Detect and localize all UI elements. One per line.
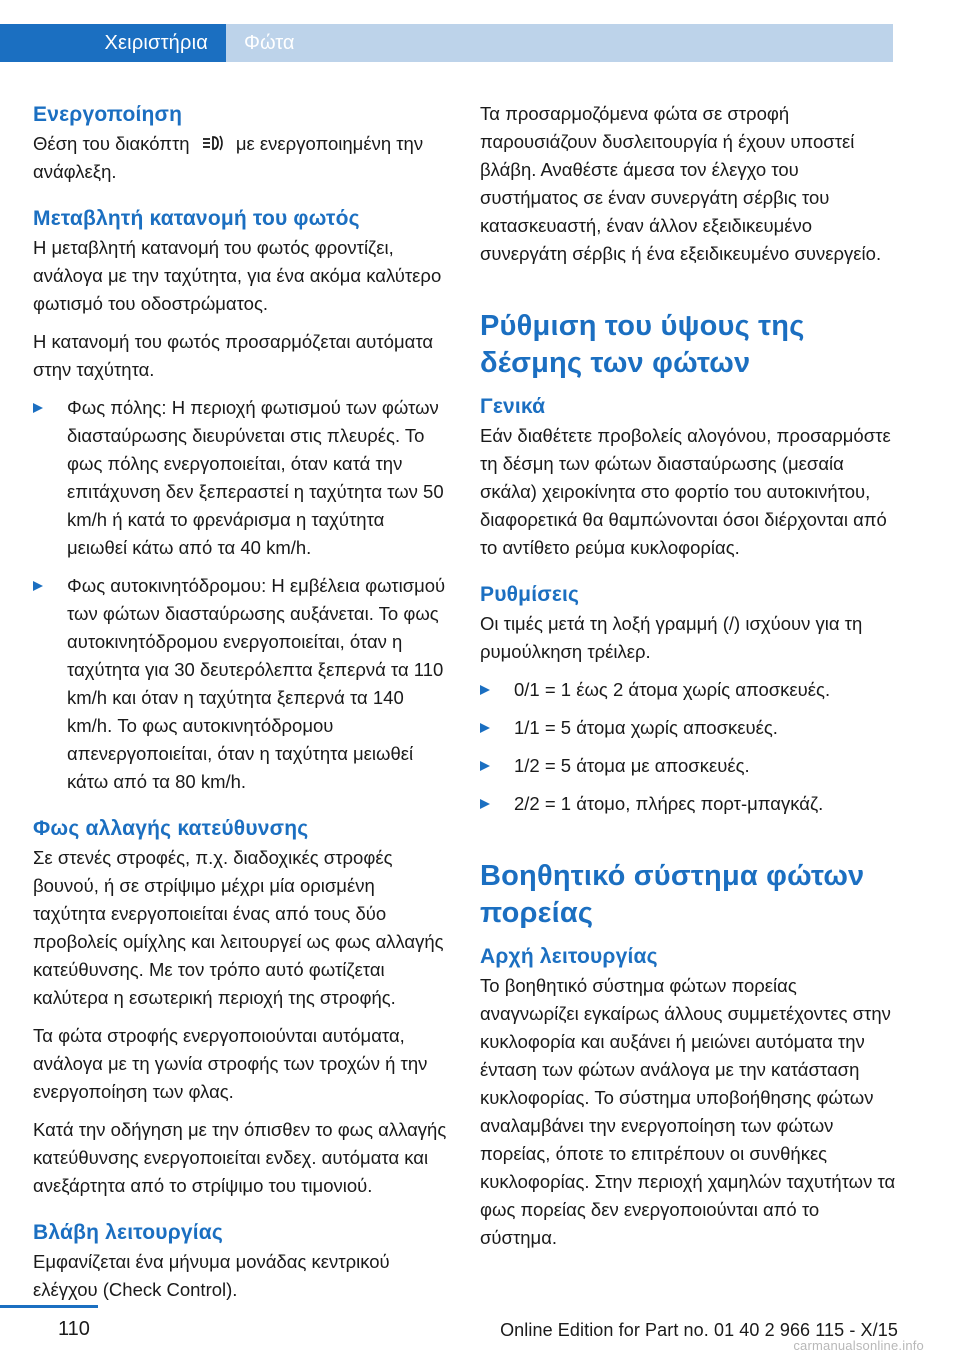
list-item-setting-1-1: 1/1 = 5 άτομα χωρίς αποσκευές. [480, 714, 896, 742]
general-heading: Γενικά [480, 395, 546, 418]
fault-paragraph-1: Εμφανίζεται ένα μήνυμα μονάδας κεντρικού ελέγχου (Check Control). [33, 1251, 390, 1300]
list-item-city-light: Φως πόλης: Η περιοχή φωτισμού των φώτων διασταύρωσης διευρύνεται στις πλευρές. Το φως πόλης ενεργοποιείται, όταν κατά την επιτάχυνση δεν ξεπεραστεί η ταχύτητα των 50 km/h ή κατά το φρενάρισμα η ταχύτητα μειωθεί κάτω από τα 40 km/h. [33, 394, 449, 562]
list-item-motorway-light: Φως αυτοκινητόδρομου: Η εμβέλεια φωτισμού των φώτων διασταύρωσης αυξάνεται. Το φως αυτοκινητόδρομου ενεργοποιείται, όταν η ταχύτητα για 30 δευτερόλεπτα ξεπερνά τα 110 km/h και όταν η ταχύτητα ξεπερνά τα 140 km/h. Το φως αυτοκινητόδρομου απενεργοποιείται, όταν η ταχύτητα μειωθεί κάτω από τα 80 km/h. [33, 572, 449, 796]
auto-headlight-icon [201, 133, 225, 153]
fault-heading: Βλάβη λειτουργίας [33, 1221, 224, 1244]
turn-light-heading: Φως αλλαγής κατεύθυνσης [33, 817, 309, 840]
footer-rule [0, 1305, 98, 1308]
watermark: carmanualsonline.info [793, 1338, 924, 1353]
variable-light-heading: Μεταβλητή κατανομή του φωτός [33, 207, 360, 230]
list-item-setting-0-1: 0/1 = 1 έως 2 άτομα χωρίς αποσκευές. [480, 676, 896, 704]
list-item-setting-1-2: 1/2 = 5 άτομα με αποσκευές. [480, 752, 896, 780]
turn-light-paragraph-3: Κατά την οδήγηση με την όπισθεν το φως αλλαγής κατεύθυνσης ενεργοποιείται ενδεχ. αυτόματα και ανεξάρτητα από το στρίψιμο του τιμονιού. [33, 1119, 447, 1196]
header-bar [0, 0, 893, 62]
beam-height-heading: Ρύθμιση του ύψους της δέσμης των φώτων [480, 310, 805, 379]
page-number: 110 [58, 1318, 90, 1340]
edition-footer: Online Edition for Part no. 01 40 2 966 115 - X/15 [500, 1320, 898, 1340]
general-paragraph: Εάν διαθέτετε προβολείς αλογόνου, προσαρμόστε τη δέσμη των φώτων διασταύρωσης (μεσαία σκάλα) χειροκίνητα στο φορτίο του αυτοκινήτου, διαφορετικά θα θαμπώνονται όσοι διέρχονται από το αντίθετο ρεύμα κυκλοφορίας. [480, 425, 891, 558]
settings-paragraph: Οι τιμές μετά τη λοξή γραμμή (/) ισχύουν για τη ρυμούλκηση τρέιλερ. [480, 613, 863, 662]
activation-text-after: με ενεργοποιημένη την ανάφλεξη. [33, 133, 424, 182]
principle-paragraph: Το βοηθητικό σύστημα φώτων πορείας αναγνωρίζει εγκαίρως άλλους συμμετέχοντες στην κυκλοφορία και αυξάνει ή μειώνει αυτόματα την ένταση των φώτων ανάλογα με την κατάσταση κυκλοφορίας. Το σύστημα υποβοήθησης φώτων αναλαμβάνει την ενεργοποίηση των φώτων πορείας, όποτε το επιτρέπουν οι συνθήκες κυκλοφορίας. Στην περιοχή χαμηλών ταχυτήτων τα φως πορείας δεν ενεργοποιούνται από το σύστημα. [480, 975, 896, 1248]
left-column [33, 100, 449, 1304]
tab-lights[interactable]: Φώτα [226, 24, 893, 62]
fault-paragraph-2: Τα προσαρμοζόμενα φώτα σε στροφή παρουσιάζουν δυσλειτουργία ή έχουν υποστεί βλάβη. Αναθέστε άμεσα τον έλεγχο του συστήματος σε έναν συνεργάτη σέρβις του κατασκευαστή, έναν άλλον εξειδικευμένο συνεργάτη σέρβις ή ένα εξειδικευμένο συνεργείο. [480, 103, 882, 264]
list-item-setting-2-2: 2/2 = 1 άτομο, πλήρες πορτ-μπαγκάζ. [480, 790, 896, 818]
activation-paragraph [33, 130, 449, 186]
settings-heading: Ρυθμίσεις [480, 583, 580, 606]
activation-text-before: Θέση του διακόπτη [33, 133, 190, 154]
right-column [480, 100, 896, 1252]
tab-controls[interactable]: Χειριστήρια [0, 24, 226, 62]
activation-heading: Ενεργοποίηση [33, 103, 183, 126]
triangle-bullet-icon [33, 403, 43, 413]
triangle-bullet-icon [480, 799, 490, 809]
variable-light-paragraph-2: Η κατανομή του φωτός προσαρμόζεται αυτόματα στην ταχύτητα. [33, 331, 434, 380]
variable-light-paragraph-1: Η μεταβλητή κατανομή του φωτός φροντίζει, ανάλογα με την ταχύτητα, για ένα ακόμα καλύτερο φωτισμό του οδοστρώματος. [33, 237, 442, 314]
principle-heading: Αρχή λειτουργίας [480, 945, 658, 968]
triangle-bullet-icon [480, 761, 490, 771]
high-beam-assistant-heading: Βοηθητικό σύστημα φώτων πορείας [480, 860, 865, 929]
triangle-bullet-icon [480, 723, 490, 733]
turn-light-paragraph-2: Τα φώτα στροφής ενεργοποιούνται αυτόματα, ανάλογα με τη γωνία στροφής των τροχών ή την ενεργοποίηση των φλας. [33, 1025, 428, 1102]
triangle-bullet-icon [480, 685, 490, 695]
turn-light-paragraph-1: Σε στενές στροφές, π.χ. διαδοχικές στροφές βουνού, ή σε στρίψιμο μέχρι μία ορισμένη ταχύτητα ενεργοποιείται ένας από τους δύο προβολείς ομίχλης και λειτουργεί ως φως αλλαγής κατεύθυνσης. Με τον τρόπο αυτό φωτίζεται καλύτερα η εσωτερική περιοχή της στροφής. [33, 847, 444, 1008]
triangle-bullet-icon [33, 581, 43, 591]
